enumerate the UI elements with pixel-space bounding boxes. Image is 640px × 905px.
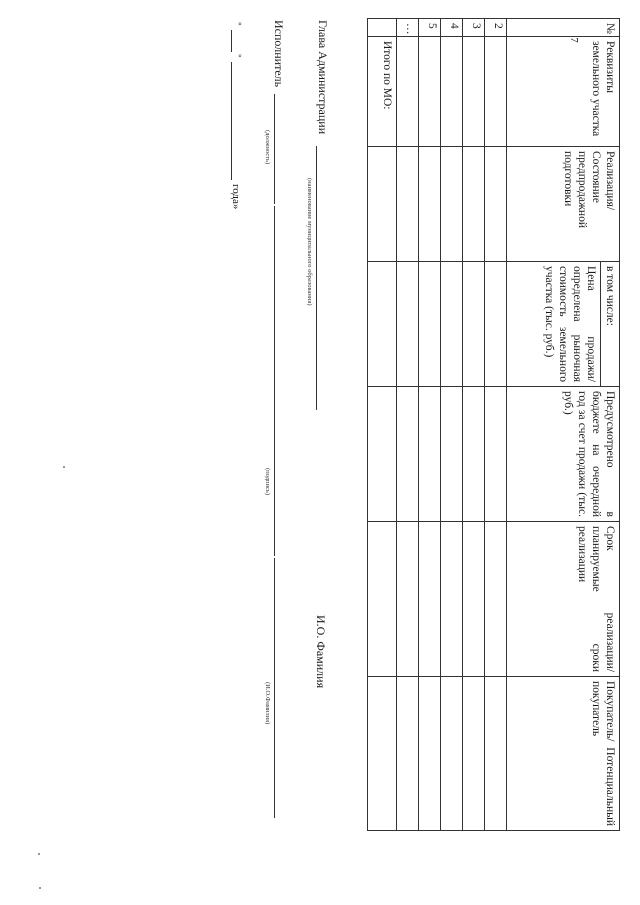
header-term: Срок реализации/ планируемые сроки реализации xyxy=(507,522,620,677)
total-label: Итого по МО: xyxy=(368,37,397,147)
executor-name-line xyxy=(274,558,275,818)
header-buyer: Покупатель/ Потенциальный покупатель xyxy=(507,677,620,831)
rotated-form-sheet xyxy=(20,18,620,878)
head-line xyxy=(316,146,317,410)
table-total-row xyxy=(368,19,397,831)
signature-caption: (подпись) xyxy=(264,468,271,495)
head-caption: (наименование муниципального образования) xyxy=(306,178,313,306)
position-caption: (должность) xyxy=(264,130,271,165)
header-including xyxy=(507,262,620,387)
page-number: 7 xyxy=(567,37,580,43)
executor-position-line xyxy=(274,94,275,204)
executor-signature-line xyxy=(274,206,275,556)
header-realization: Реализация/ Состояние предпродажной подготовки xyxy=(507,147,620,262)
table-row xyxy=(441,19,463,831)
table-row xyxy=(463,19,485,831)
date-day-line xyxy=(231,30,232,52)
land-plots-table xyxy=(367,18,620,831)
header-number: № xyxy=(507,19,620,37)
table-row xyxy=(419,19,441,831)
header-price: Цена продажи/ определена рыночная стоимость земельного участка (тыс. руб.) xyxy=(543,266,597,382)
row-number: 4 xyxy=(441,19,463,37)
table-row xyxy=(485,19,507,831)
header-including-title: в том числе: xyxy=(604,266,616,326)
row-number: 5 xyxy=(419,19,441,37)
date-month-line xyxy=(231,62,232,180)
head-name: И.О. Фамилия xyxy=(314,615,328,689)
row-number: 2 xyxy=(485,19,507,37)
header-requisites: Реквизиты земельного участка xyxy=(507,37,620,147)
header-budget: Предусмотрено в бюджете на очередной год за счет продажи (тыс. руб.) xyxy=(507,387,620,522)
date-open-quote: « xyxy=(236,22,244,26)
executor-label: Исполнитель xyxy=(272,20,286,88)
scan-speck xyxy=(39,887,41,889)
row-number: 3 xyxy=(463,19,485,37)
head-label: Глава Администрации xyxy=(316,20,330,135)
row-number: … xyxy=(397,19,419,37)
table-row xyxy=(397,19,419,831)
year-label: года» xyxy=(230,184,242,210)
header-divider xyxy=(600,262,601,386)
name-caption: (И.О.Фамилия) xyxy=(264,682,271,725)
table-header-row xyxy=(507,19,620,831)
date-close-quote: » xyxy=(236,54,244,58)
